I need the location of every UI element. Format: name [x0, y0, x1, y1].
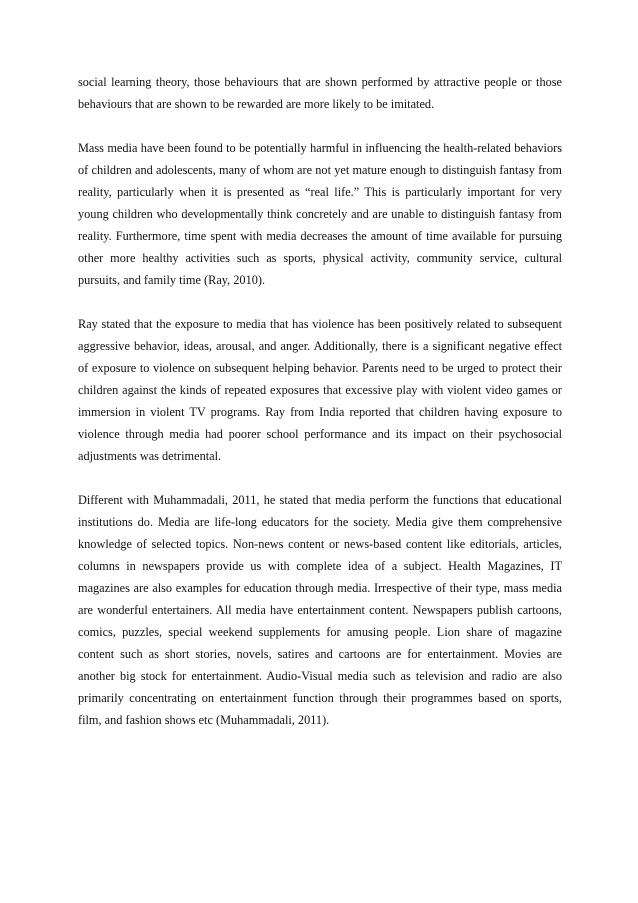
- paragraph-3: Ray stated that the exposure to media that has violence has been positively related to subsequent aggressive behavior, ideas, arousal, and anger. Additionally, there is a significant negative effect of exposure to violence on subsequent helping behavior. Parents need to be urged to protect their children against the kinds of repeated exposures that excessive play with violent video games or immersion in violent TV programs. Ray from India reported that children having exposure to violence through media had poorer school performance and its impact on their psychosocial adjustments was detrimental.: [78, 317, 562, 463]
- body-text: [78, 71, 562, 731]
- paragraph-1: social learning theory, those behaviours that are shown performed by attractive people or those behaviours that are shown to be rewarded are more likely to be imitated.: [78, 75, 562, 111]
- paragraph-4: Different with Muhammadali, 2011, he stated that media perform the functions that educational institutions do. Media are life-long educators for the society. Media give them comprehensive knowledge of selected topics. Non-news content or news-based content like editorials, articles, columns in newspapers provide us with complete idea of a subject. Health Magazines, IT magazines are also examples for education through media. Irrespective of their type, mass media are wonderful entertainers. All media have entertainment content. Newspapers publish cartoons, comics, puzzles, special weekend supplements for amusing people. Lion share of magazine content such as short stories, novels, satires and cartoons are for entertainment. Movies are another big stock for entertainment. Audio-Visual media such as television and radio are also primarily concentrating on entertainment function through their programmes based on sports, film, and fashion shows etc (Muhammadali, 2011).: [78, 493, 562, 727]
- paragraph-2: Mass media have been found to be potentially harmful in influencing the health-related behaviors of children and adolescents, many of whom are not yet mature enough to distinguish fantasy from reality, particularly when it is presented as “real life.” This is particularly important for very young children who developmentally think concretely and are unable to distinguish fantasy from reality. Furthermore, time spent with media decreases the amount of time available for pursuing other more healthy activities such as sports, physical activity, community service, cultural pursuits, and family time (Ray, 2010).: [78, 141, 562, 287]
